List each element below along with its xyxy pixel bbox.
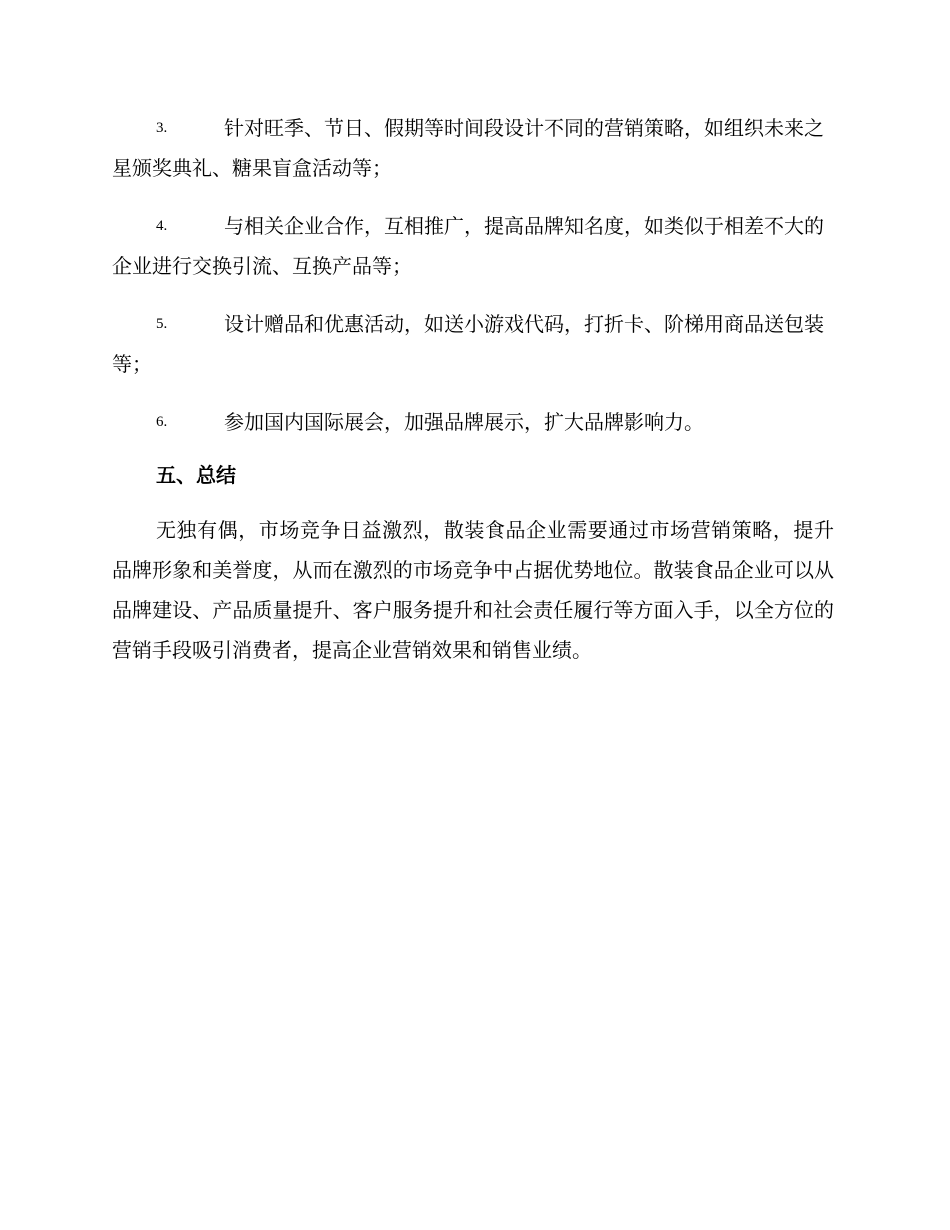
list-item bbox=[112, 108, 834, 188]
list-item-number: 3. bbox=[156, 120, 168, 136]
list-item-text: 参加国内国际展会，加强品牌展示，扩大品牌影响力。 bbox=[224, 410, 704, 434]
list-item bbox=[112, 206, 834, 286]
list-item-text: 针对旺季、节日、假期等时间段设计不同的营销策略，如组织未来之星颁奖典礼、糖果盲盒活动等； bbox=[112, 116, 824, 180]
list-item bbox=[112, 304, 834, 384]
list-item bbox=[112, 402, 834, 442]
summary-paragraph: 无独有偶，市场竞争日益激烈，散装食品企业需要通过市场营销策略，提升品牌形象和美誉度，从而在激烈的市场竞争中占据优势地位。散装食品企业可以从品牌建设、产品质量提升、客户服务提升和社会责任履行等方面入手，以全方位的营销手段吸引消费者，提高企业营销效果和销售业绩。 bbox=[112, 518, 834, 662]
list-item-number: 4. bbox=[156, 218, 168, 234]
section-heading: 五、总结 bbox=[156, 463, 236, 487]
list-item-number: 5. bbox=[156, 316, 168, 332]
numbered-list bbox=[112, 108, 834, 456]
list-item-text: 设计赠品和优惠活动，如送小游戏代码，打折卡、阶梯用商品送包装等； bbox=[112, 312, 824, 376]
list-item-number: 6. bbox=[156, 414, 168, 430]
list-item-text: 与相关企业合作，互相推广，提高品牌知名度，如类似于相差不大的企业进行交换引流、互换产品等； bbox=[112, 214, 824, 278]
